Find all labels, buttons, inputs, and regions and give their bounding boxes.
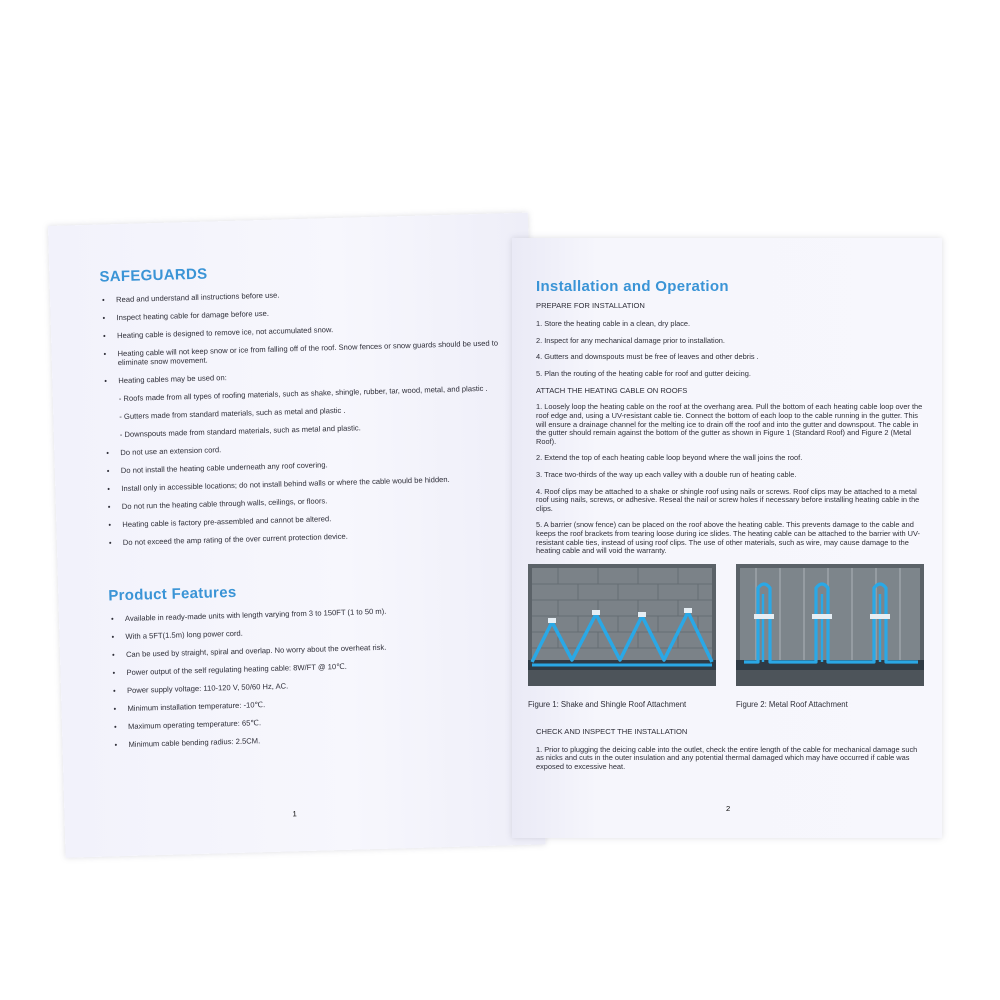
attach-heading: ATTACH THE HEATING CABLE ON ROOFS (536, 386, 688, 396)
attach-step: 3. Trace two-thirds of the way up each valley with a double run of heating cable. (536, 469, 797, 479)
right-page-content (528, 278, 926, 779)
page-number-right: 2 (726, 804, 731, 813)
feature-item: • Available in ready-made units with length varying from 3 to 150FT (1 to 50 m). (110, 606, 387, 624)
check-step: 1. Prior to plugging the deicing cable into the outlet, check the entire length of the cable for mechanical damage such as nicks and cuts in the outer insulation and any potential thermal damaged which may have occurred if cable was exposed to excessive heat. (536, 744, 918, 771)
feature-item: • With a 5FT(1.5m) long power cord. (111, 628, 243, 642)
safeguard-item: • Do not run the heating cable through walls, ceilings, or floors. (107, 496, 328, 512)
feature-item: • Maximum operating temperature: 65℃. (113, 718, 262, 732)
feature-item: • Can be used by straight, spiral and overlap. No worry about the overheat risk. (111, 642, 387, 660)
metal-roof-illustration (736, 564, 924, 686)
prepare-step: 4. Gutters and downspouts must be free of leaves and other debris . (536, 352, 759, 362)
check-heading: CHECK AND INSPECT THE INSTALLATION (536, 726, 688, 736)
right-page (512, 238, 942, 838)
prepare-step: 2. Inspect for any mechanical damage prior to installation. (536, 335, 725, 345)
page-number-left: 1 (292, 809, 297, 819)
product-features-list (109, 603, 523, 749)
safeguard-subitem: - Downspouts made from standard materials, such as metal and plastic. (119, 423, 361, 440)
figures-row (528, 564, 926, 709)
installation-title: Installation and Operation (536, 278, 729, 295)
feature-item: • Minimum cable bending radius: 2.5CM. (114, 736, 261, 750)
safeguard-item: • Heating cable will not keep snow or ice from falling off of the roof. Snow fences or snow guards should be used to eliminate snow movement. (103, 338, 499, 368)
feature-item: • Power supply voltage: 110-120 V, 50/60 Hz, AC. (112, 681, 289, 696)
safeguard-item: • Do not use an extension cord. (106, 445, 222, 458)
prepare-step: 5. Plan the routing of the heating cable for roof and gutter deicing. (536, 368, 751, 378)
safeguard-item: • Inspect heating cable for damage before use. (102, 308, 270, 323)
safeguard-item: • Heating cable is designed to remove ice, not accumulated snow. (102, 325, 334, 341)
safeguards-list (100, 284, 517, 547)
safeguard-item: • Heating cable is factory pre-assembled and cannot be altered. (108, 514, 332, 530)
safeguard-item: • Install only in accessible locations; do not install behind walls or where the cable would be hidden. (107, 474, 450, 494)
figure-2-caption: Figure 2: Metal Roof Attachment (736, 699, 848, 709)
prepare-heading: PREPARE FOR INSTALLATION (536, 301, 645, 310)
attach-step: 4. Roof clips may be attached to a shake or shingle roof using nails or screws. Roof clips may be attached to a metal roof using nails, screws, or adhesive. Reseal the nail or screw holes if necessary before installing heating cable in the clips. (536, 486, 920, 513)
product-features-title: Product Features (108, 583, 237, 605)
attach-step: 5. A barrier (snow fence) can be placed on the roof above the heating cable. This prevents damage to the cable and keeps the roof brackets from tearing loose during ice slides. The heating cable can be attached to the barrier with UV-resistant cable ties, instead of using roof clips. The use of other materials, such as wire, may cause damage to the heating cable and will void the warranty. (536, 520, 920, 556)
safeguard-item: • Heating cables may be used on: (104, 373, 227, 386)
safeguard-item: • Read and understand all instructions before use. (101, 290, 280, 305)
safeguard-subitem: - Roofs made from all types of roofing materials, such as shake, shingle, rubber, tar, wood, metal, and plastic . (118, 383, 488, 404)
attach-step: 2. Extend the top of each heating cable loop beyond where the wall joins the roof. (536, 453, 803, 463)
safeguards-title: SAFEGUARDS (99, 265, 208, 286)
figure-1-caption: Figure 1: Shake and Shingle Roof Attachment (528, 699, 687, 709)
shingle-roof-illustration (528, 564, 716, 686)
prepare-step: 1. Store the heating cable in a clean, dry place. (536, 319, 691, 328)
safeguard-item: • Do not install the heating cable underneath any roof covering. (106, 460, 328, 476)
safeguard-subitem: - Gutters made from standard materials, such as metal and plastic . (119, 405, 346, 422)
feature-item: • Power output of the self regulating heating cable: 8W/FT @ 10℃. (112, 661, 347, 678)
feature-item: • Minimum installation temperature: -10℃. (113, 700, 266, 714)
left-page-content (99, 257, 523, 758)
figure-1 (528, 564, 716, 709)
safeguard-item: • Do not exceed the amp rating of the over current protection device. (108, 531, 348, 548)
figure-2 (736, 564, 924, 709)
attach-step: 1. Loosely loop the heating cable on the roof at the overhang area. Pull the bottom of each heating cable loop over the roof edge and, using a UV-resistant cable tie. Connect the bottom of each loop to the cable running in the gutter. This will ensure a drainage channel for the melting ice to drain off the roof and into the gutter and downspout. The cable in the gutter should remain against the bottom of the gutter as shown in Figure 1 (Standard Roof) and Figure 2 (Metal Roof). (536, 402, 923, 446)
left-page (48, 213, 545, 858)
